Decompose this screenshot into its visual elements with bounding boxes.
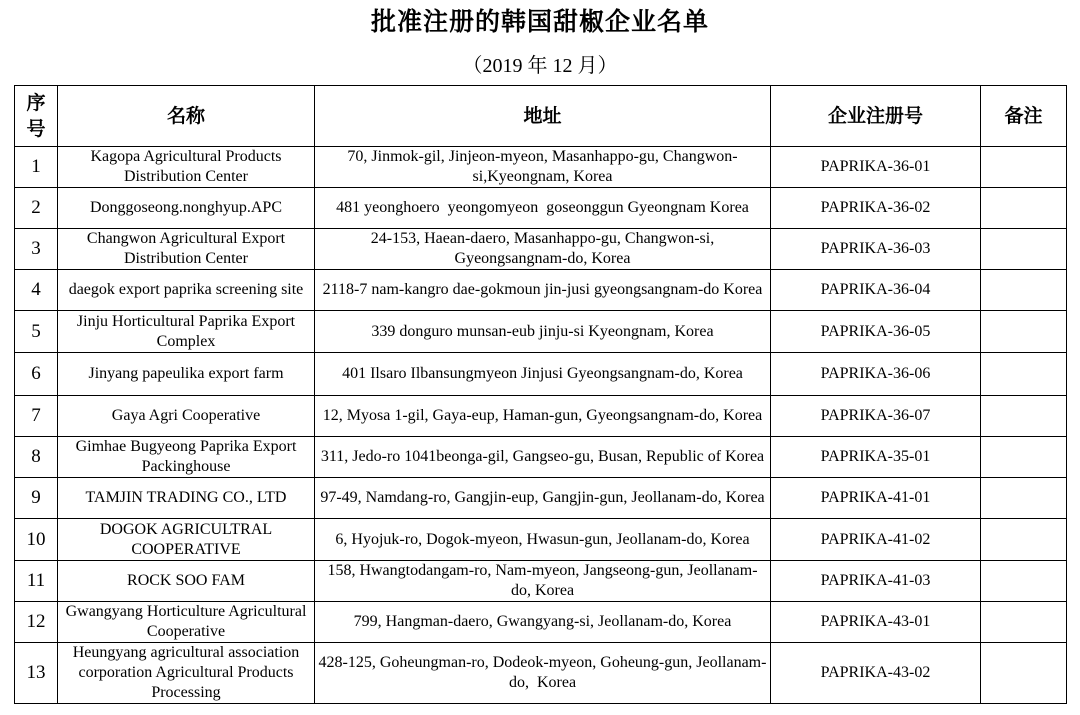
- cell-reg-no: PAPRIKA-36-07: [771, 396, 981, 437]
- cell-address: 24-153, Haean-daero, Masanhappo-gu, Changwon-si, Gyeongsangnam-do, Korea: [315, 229, 771, 270]
- cell-remarks: [981, 311, 1067, 353]
- cell-name: DOGOK AGRICULTRAL COOPERATIVE: [58, 519, 315, 561]
- cell-address: 6, Hyojuk-ro, Dogok-myeon, Hwasun-gun, Jeollanam-do, Korea: [315, 519, 771, 561]
- cell-remarks: [981, 561, 1067, 602]
- header-no: [15, 86, 58, 147]
- cell-address: 12, Myosa 1-gil, Gaya-eup, Haman-gun, Gyeongsangnam-do, Korea: [315, 396, 771, 437]
- cell-reg-no: PAPRIKA-43-02: [771, 643, 981, 704]
- table-row: [15, 519, 1067, 561]
- cell-reg-no: PAPRIKA-35-01: [771, 437, 981, 478]
- cell-name: Jinju Horticultural Paprika Export Complex: [58, 311, 315, 353]
- table-row: [15, 147, 1067, 188]
- header-reg-no: 企业注册号: [771, 86, 981, 147]
- cell-no: 9: [15, 478, 58, 519]
- cell-address: 158, Hwangtodangam-ro, Nam-myeon, Jangseong-gun, Jeollanam-do, Korea: [315, 561, 771, 602]
- cell-address: 311, Jedo-ro 1041beonga-gil, Gangseo-gu, Busan, Republic of Korea: [315, 437, 771, 478]
- header-remarks: 备注: [981, 86, 1067, 147]
- cell-no: 4: [15, 270, 58, 311]
- cell-remarks: [981, 353, 1067, 396]
- cell-no: 1: [15, 147, 58, 188]
- cell-remarks: [981, 229, 1067, 270]
- table-header-row: [15, 86, 1067, 147]
- table-row: [15, 311, 1067, 353]
- cell-name: Changwon Agricultural Export Distribution Center: [58, 229, 315, 270]
- cell-reg-no: PAPRIKA-36-04: [771, 270, 981, 311]
- cell-reg-no: PAPRIKA-41-02: [771, 519, 981, 561]
- cell-address: 70, Jinmok-gil, Jinjeon-myeon, Masanhappo-gu, Changwon-si,Kyeongnam, Korea: [315, 147, 771, 188]
- cell-name: Gimhae Bugyeong Paprika Export Packinghouse: [58, 437, 315, 478]
- cell-name: Donggoseong.nonghyup.APC: [58, 188, 315, 229]
- cell-no: 12: [15, 602, 58, 643]
- header-address: 地址: [315, 86, 771, 147]
- cell-address: 481 yeonghoero yeongomyeon goseonggun Gyeongnam Korea: [315, 188, 771, 229]
- cell-reg-no: PAPRIKA-36-01: [771, 147, 981, 188]
- cell-no: 2: [15, 188, 58, 229]
- registration-table: [14, 85, 1067, 704]
- table-row: [15, 437, 1067, 478]
- table-row: [15, 353, 1067, 396]
- cell-reg-no: PAPRIKA-36-03: [771, 229, 981, 270]
- header-name: 名称: [58, 86, 315, 147]
- cell-no: 11: [15, 561, 58, 602]
- cell-name: Gaya Agri Cooperative: [58, 396, 315, 437]
- cell-remarks: [981, 602, 1067, 643]
- cell-address: 401 Ilsaro Ilbansungmyeon Jinjusi Gyeongsangnam-do, Korea: [315, 353, 771, 396]
- cell-no: 6: [15, 353, 58, 396]
- cell-reg-no: PAPRIKA-41-03: [771, 561, 981, 602]
- cell-address: 2118-7 nam-kangro dae-gokmoun jin-jusi gyeongsangnam-do Korea: [315, 270, 771, 311]
- cell-no: 8: [15, 437, 58, 478]
- table-row: [15, 478, 1067, 519]
- table-row: [15, 270, 1067, 311]
- cell-name: ROCK SOO FAM: [58, 561, 315, 602]
- cell-reg-no: PAPRIKA-36-06: [771, 353, 981, 396]
- cell-no: 10: [15, 519, 58, 561]
- cell-remarks: [981, 519, 1067, 561]
- cell-remarks: [981, 643, 1067, 704]
- cell-reg-no: PAPRIKA-36-02: [771, 188, 981, 229]
- cell-remarks: [981, 147, 1067, 188]
- cell-address: 428-125, Goheungman-ro, Dodeok-myeon, Goheung-gun, Jeollanam-do, Korea: [315, 643, 771, 704]
- table-row: [15, 396, 1067, 437]
- cell-no: 7: [15, 396, 58, 437]
- cell-remarks: [981, 437, 1067, 478]
- cell-remarks: [981, 478, 1067, 519]
- cell-no: 3: [15, 229, 58, 270]
- cell-address: 339 donguro munsan-eub jinju-si Kyeongnam, Korea: [315, 311, 771, 353]
- cell-no: 13: [15, 643, 58, 704]
- document-title: 批准注册的韩国甜椒企业名单: [370, 7, 709, 36]
- cell-remarks: [981, 396, 1067, 437]
- cell-remarks: [981, 188, 1067, 229]
- cell-reg-no: PAPRIKA-36-05: [771, 311, 981, 353]
- cell-reg-no: PAPRIKA-43-01: [771, 602, 981, 643]
- cell-name: Kagopa Agricultural Products Distribution Center: [58, 147, 315, 188]
- cell-address: 799, Hangman-daero, Gwangyang-si, Jeollanam-do, Korea: [315, 602, 771, 643]
- table-row: [15, 188, 1067, 229]
- cell-name: TAMJIN TRADING CO., LTD: [58, 478, 315, 519]
- cell-name: Jinyang papeulika export farm: [58, 353, 315, 396]
- document-subtitle: （2019 年 12 月）: [462, 55, 618, 77]
- table-row: [15, 229, 1067, 270]
- header-no-label: 序号: [26, 92, 46, 140]
- cell-name: daegok export paprika screening site: [58, 270, 315, 311]
- cell-name: Gwangyang Horticulture Agricultural Cooperative: [58, 602, 315, 643]
- table-row: [15, 643, 1067, 704]
- cell-name: Heungyang agricultural association corporation Agricultural Products Processing: [58, 643, 315, 704]
- cell-no: 5: [15, 311, 58, 353]
- cell-reg-no: PAPRIKA-41-01: [771, 478, 981, 519]
- cell-address: 97-49, Namdang-ro, Gangjin-eup, Gangjin-gun, Jeollanam-do, Korea: [315, 478, 771, 519]
- table-row: [15, 561, 1067, 602]
- table-row: [15, 602, 1067, 643]
- cell-remarks: [981, 270, 1067, 311]
